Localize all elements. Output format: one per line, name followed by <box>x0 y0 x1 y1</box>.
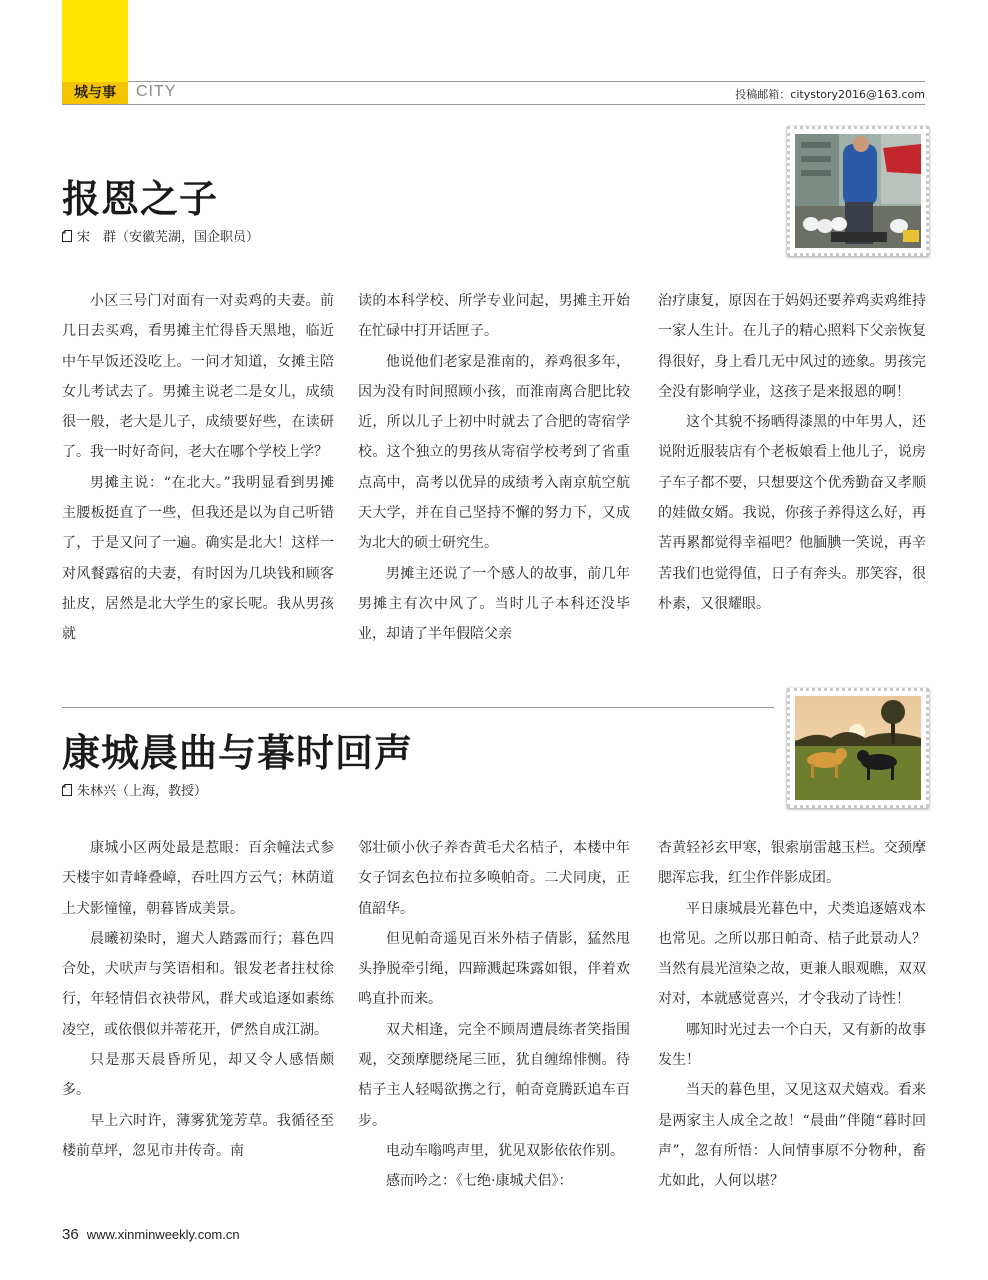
article-column <box>358 833 630 1197</box>
document-icon <box>62 230 72 242</box>
dogs-photo-image <box>795 696 921 800</box>
article-title: 报恩之子 <box>62 177 219 221</box>
market-photo-image <box>795 134 921 248</box>
document-icon <box>62 784 72 796</box>
article-column <box>62 286 334 650</box>
header-rule <box>128 81 925 82</box>
website-url[interactable]: www.xinminweekly.com.cn <box>86 1227 240 1242</box>
section-label-en: CITY <box>136 83 177 100</box>
header-rule <box>62 104 925 105</box>
author-name: 宋 群（安徽芜湖，国企职员） <box>77 230 260 245</box>
article-column <box>62 833 334 1166</box>
paragraph: 男摊主说：“在北大。”我明显看到男摊主腰板挺直了一些，但我还是以为自己听错了，于是又问了一遍。确实是北大！这样一对风餐露宿的夫妻，有时因为几块钱和顾客扯皮，居然是北大学生的家长呢。我从男孩就 <box>62 474 334 643</box>
article-column <box>358 286 630 650</box>
article-column <box>658 286 926 619</box>
paragraph: 治疗康复，原因在于妈妈还要养鸡卖鸡维持一家人生计。在儿子的精心照料下父亲恢复得很好，身上看几无中风过的迹象。男孩完全没有影响学业，这孩子是来报恩的啊！ <box>658 293 926 400</box>
paragraph: 杏黄轻衫玄甲寒，银索崩雷越玉栏。交颈摩腮浑忘我，红尘作伴影成团。 <box>658 840 926 887</box>
paragraph: 哪知时光过去一个白天，又有新的故事发生！ <box>658 1021 926 1069</box>
paragraph: 平日康城晨光暮色中，犬类追逐嬉戏本也常见。之所以那日帕奇、桔子此景动人？当然有晨光渲染之故，更兼人眼观瞧，双双对对，本就感觉喜兴，才令我动了诗性！ <box>658 900 926 1008</box>
article-byline <box>62 780 207 799</box>
paragraph: 康城小区两处最是惹眼：百余幢法式参天楼宇如青峰叠嶂，吞吐四方云气；林荫道上犬影憧憧，朝暮皆成美景。 <box>62 840 334 917</box>
article-title: 康城晨曲与暮时回声 <box>62 731 414 775</box>
article-byline <box>62 226 259 245</box>
paragraph: 感而吟之：《七绝·康城犬侣》： <box>386 1173 573 1190</box>
article-column <box>658 833 926 1197</box>
paragraph: 当天的暮色里，又见这双犬嬉戏。看来是两家主人成全之故！“晨曲”伴随“暮时回声”，忽有所悟：人间情事原不分物种，畜尤如此，人何以堪？ <box>658 1082 926 1190</box>
paragraph: 读的本科学校、所学专业问起，男摊主开始在忙碌中打开话匣子。 <box>358 293 630 340</box>
paragraph: 邻壮硕小伙子养杏黄毛犬名桔子，本楼中年女子饲玄色拉布拉多唤帕奇。二犬同庚，正值韶华。 <box>358 840 630 917</box>
paragraph: 双犬相逢，完全不顾周遭晨练者笑指围观，交颈摩腮绕尾三匝，犹自缠绵悱恻。待桔子主人轻喝欲携之行，帕奇竟腾跃追车百步。 <box>358 1021 630 1129</box>
page-footer <box>62 1226 240 1243</box>
paragraph: 小区三号门对面有一对卖鸡的夫妻。前几日去买鸡，看男摊主忙得昏天黑地，临近中午早饭还没吃上。一问才知道，女摊主陪女儿考试去了。男摊主说老二是女儿，成绩很一般，老大是儿子，成绩要好些，在读研了。我一时好奇问，老大在哪个学校上学？ <box>62 293 334 461</box>
paragraph: 早上六时许，薄雾犹笼芳草。我循径至楼前草坪，忽见市井传奇。南 <box>62 1112 334 1159</box>
market-photo <box>787 126 929 256</box>
paragraph: 晨曦初染时，遛犬人踏露而行；暮色四合处，犬吠声与笑语相和。银发老者拄杖徐行，年轻情侣衣袂带风，群犬或追逐如素练凌空，或依偎似并蒂花开，俨然自成江湖。 <box>62 930 334 1038</box>
paragraph: 他说他们老家是淮南的，养鸡很多年，因为没有时间照顾小孩，而淮南离合肥比较近，所以儿子上初中时就去了合肥的寄宿学校。这个独立的男孩从寄宿学校考到了省重点高中，高考以优异的成绩考入南京航空航天大学，并在自己坚持不懈的努力下，又成为北大的硕士研究生。 <box>358 353 630 552</box>
paragraph: 但见帕奇遥见百米外桔子倩影，猛然甩头挣脱牵引绳，四蹄溅起珠露如银，伴着欢鸣直扑而来。 <box>358 930 630 1008</box>
section-color-tab <box>62 0 128 82</box>
article-divider <box>62 707 774 708</box>
paragraph: 男摊主还说了一个感人的故事，前几年男摊主有次中风了。当时儿子本科还没毕业，却请了半年假陪父亲 <box>358 565 630 643</box>
paragraph: 电动车嗡鸣声里，犹见双影依依作别。 <box>386 1142 624 1159</box>
author-name: 朱林兴（上海，教授） <box>77 784 208 799</box>
dogs-photo <box>787 688 929 808</box>
submission-email: 投稿邮箱：citystory2016@163.com <box>735 88 925 101</box>
paragraph: 只是那天晨昏所见，却又令人感悟颇多。 <box>62 1052 334 1099</box>
paragraph: 这个其貌不扬晒得漆黑的中年男人，还说附近服装店有个老板娘看上他儿子，说房子车子都不要，只想要这个优秀勤奋又孝顺的娃做女婿。我说，你孩子养得这么好，再苦再累都觉得幸福吧？他腼腆一笑说，再辛苦我们也觉得值，日子有奔头。那笑容，很朴素，又很耀眼。 <box>658 414 926 612</box>
page-number: 36 <box>62 1226 79 1243</box>
section-label: 城与事 <box>62 82 128 104</box>
